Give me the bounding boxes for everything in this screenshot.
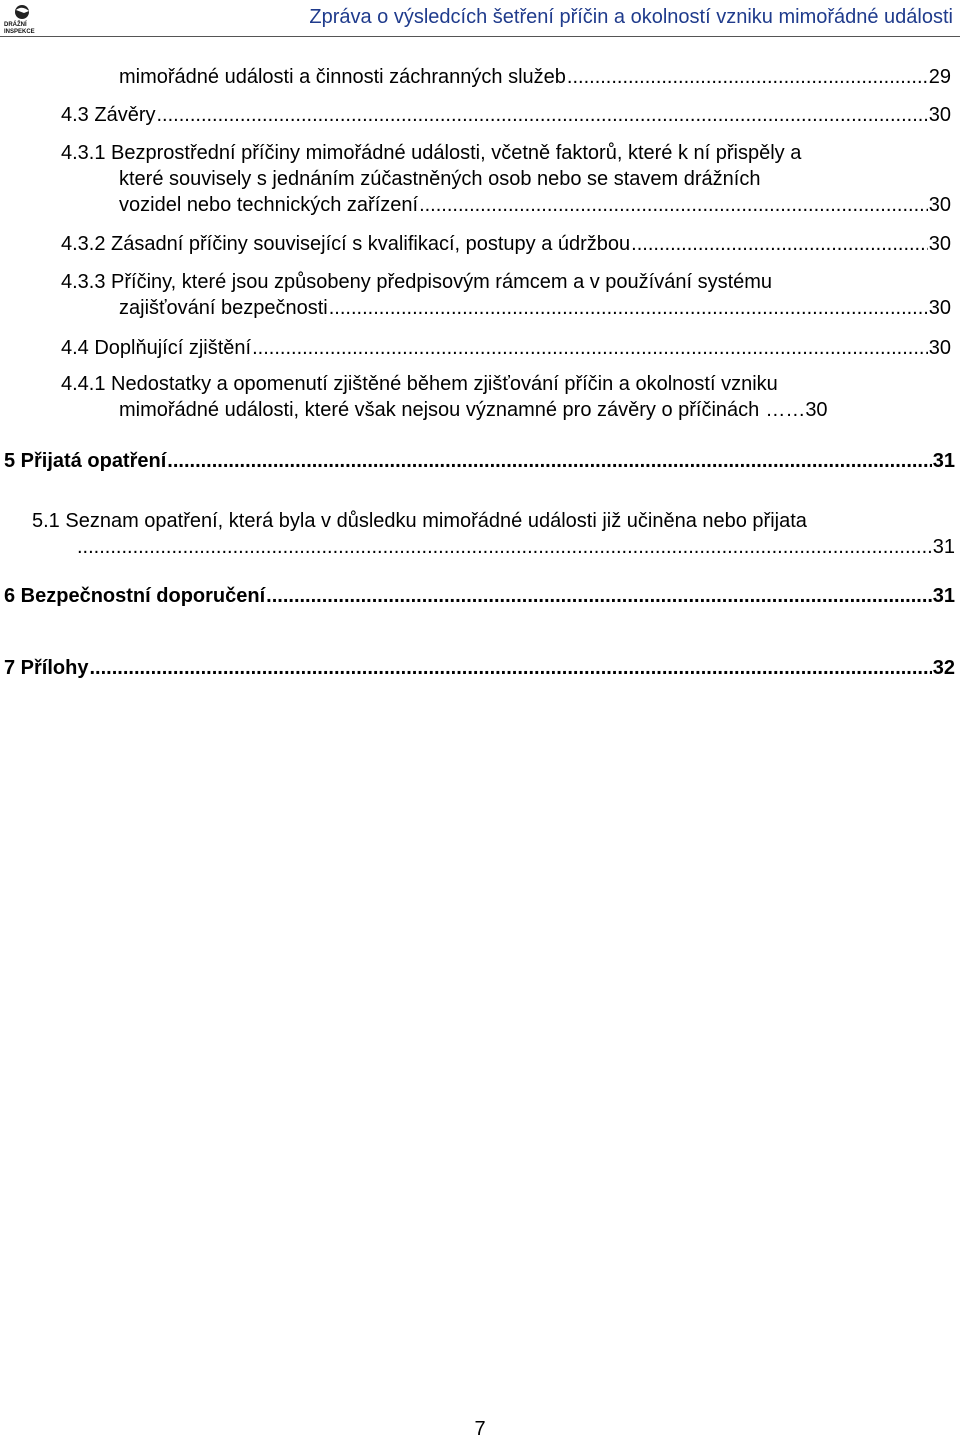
toc-page-number: 31 [932, 585, 955, 607]
ellipsis-leader: …… [765, 399, 806, 421]
document-title: Zpráva o výsledcích šetření příčin a okolností vzniku mimořádné události [309, 6, 953, 28]
dot-leader [77, 534, 932, 560]
toc-page-number: 32 [932, 657, 955, 679]
toc-entry-title-line: které souvisely s jednáním zúčastněných osob nebo se stavem drážních [119, 168, 761, 190]
dot-leader [89, 655, 931, 681]
toc-entry-title-line: 4.3.3 Příčiny, které jsou způsobeny předpisovým rámcem a v používání systému [61, 271, 773, 293]
toc-page-number: 30 [928, 194, 951, 216]
toc-entry-title: 5 Přijatá opatření [4, 450, 167, 472]
page-number: 7 [474, 1418, 486, 1440]
logo-line-1: DRÁŽNÍ [4, 22, 27, 28]
toc-page-number: 31 [932, 450, 955, 472]
toc-entry[interactable] [61, 371, 951, 423]
toc-entry[interactable] [119, 64, 951, 90]
toc-entry-title-line: 4.3.1 Bezprostřední příčiny mimořádné události, včetně faktorů, které k ní přispěly a [61, 142, 802, 164]
rail-inspection-logo-icon [2, 3, 42, 35]
toc-entry-title: 4.3.2 Zásadní příčiny související s kvalifikací, postupy a údržbou [61, 233, 631, 255]
toc-entry-title: 6 Bezpečnostní doporučení [4, 585, 266, 607]
toc-entry-title: 4.3 Závěry [61, 104, 156, 126]
toc-entry-title: 7 Přílohy [4, 657, 89, 679]
toc-page-number: 29 [928, 66, 951, 88]
toc-entry-chapter[interactable] [4, 583, 955, 609]
dot-leader [167, 448, 931, 474]
toc-entry-title-line: 5.1 Seznam opatření, která byla v důsledku mimořádné události již učiněna nebo přijata [32, 510, 807, 532]
dot-leader [631, 231, 928, 257]
toc-entry-chapter[interactable] [4, 448, 955, 474]
toc-page-number: 30 [805, 399, 828, 421]
toc-entry[interactable] [61, 231, 951, 257]
page-header [0, 0, 960, 38]
dot-leader [567, 64, 928, 90]
header-divider [0, 36, 960, 37]
dot-leader [266, 583, 932, 609]
toc-entry-title-line: 4.4.1 Nedostatky a opomenutí zjištěné během zjišťování příčin a okolností vzniku [61, 373, 778, 395]
toc-entry-title: 4.4 Doplňující zjištění [61, 337, 252, 359]
toc-page-number: 31 [932, 536, 955, 558]
toc-entry[interactable] [61, 140, 951, 218]
toc-entry-title: mimořádné události a činnosti záchranných služeb [119, 66, 566, 88]
dot-leader [419, 192, 928, 218]
dot-leader [329, 295, 928, 321]
toc-entry-title: vozidel nebo technických zařízení [119, 194, 419, 216]
toc-entry[interactable] [61, 102, 951, 128]
toc-entry[interactable] [61, 335, 951, 361]
toc-entry-title: mimořádné události, které však nejsou významné pro závěry o příčinách [119, 399, 760, 421]
toc-entry[interactable] [61, 269, 951, 321]
dot-leader [252, 335, 928, 361]
logo-line-2: INSPEKCE [4, 29, 35, 35]
toc-page-number: 30 [928, 297, 951, 319]
toc-entry-chapter[interactable] [4, 655, 955, 681]
toc-entry[interactable] [4, 508, 955, 560]
toc-page-number: 30 [928, 337, 951, 359]
toc-page-number: 30 [928, 104, 951, 126]
dot-leader [156, 102, 927, 128]
toc-entry-title: zajišťování bezpečnosti [119, 297, 328, 319]
toc-page-number: 30 [928, 233, 951, 255]
